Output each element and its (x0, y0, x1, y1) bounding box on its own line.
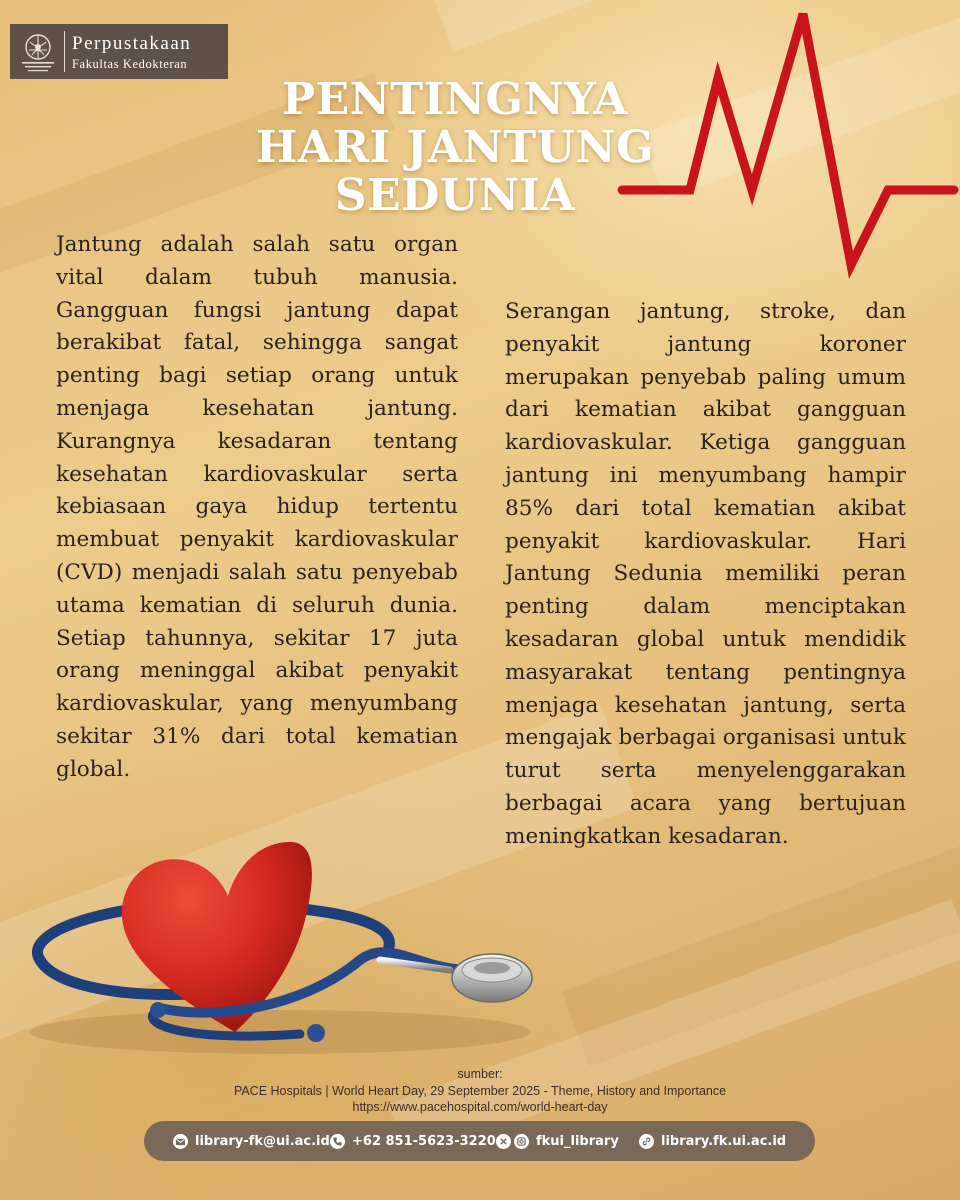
instagram-icon (514, 1134, 529, 1149)
link-icon (639, 1134, 654, 1149)
paragraph-right: Serangan jantung, stroke, dan penyakit jantung koroner merupakan penyebab paling umum dari kematian akibat gangguan kardiovaskular. Ketiga gangguan jantung ini menyumbang hampir 85% dari total kematian akibat penyakit kardiovaskular. Hari Jantung Sedunia memiliki peran penting dalam menciptakan kesadaran global untuk mendidik masyarakat tentang pentingnya menjaga kesehatan jantung, serta mengajak berbagai organisasi untuk turut serta menyelenggarakan berbagai acara yang bertujuan meningkatkan kesadaran. (505, 299, 906, 849)
website-text: library.fk.ui.ac.id (661, 1133, 787, 1149)
contact-email[interactable] (173, 1121, 330, 1161)
phone-icon (330, 1134, 345, 1149)
paragraph-left: Jantung adalah salah satu organ vital dalam tubuh manusia. Gangguan fungsi jantung dapat berakibat fatal, sehingga sangat penting bagi setiap orang untuk menjaga kesehatan jantung. Kurangnya kesadaran tentang kesehatan kardiovaskular serta kebiasaan gaya hidup tertentu membuat penyakit kardiovaskular (CVD) menjadi salah satu penyebab utama kematian di seluruh dunia. Setiap tahunnya, sekitar 17 juta orang meninggal akibat penyakit kardiovaskular, yang menyumbang sekitar 31% dari total kematian global. (56, 232, 458, 782)
logo-line-2: Fakultas Kedokteran (72, 57, 188, 71)
title-line-3: SEDUNIA (334, 170, 576, 221)
logo-line-1: Perpustakaan (72, 33, 192, 54)
social-text: fkui_library (536, 1133, 619, 1149)
source-citation (0, 1066, 960, 1116)
source-text: PACE Hospitals | World Heart Day, 29 September 2025 - Theme, History and Importance (233, 1083, 727, 1098)
email-text: library-fk@ui.ac.id (195, 1133, 330, 1149)
phone-text: +62 851-5623-3220 (352, 1133, 496, 1149)
page-title (225, 76, 685, 220)
heart-stethoscope-icon (0, 820, 560, 1060)
contact-website[interactable] (639, 1121, 786, 1161)
source-url[interactable]: https://www.pacehospital.com/world-heart-day (352, 1100, 608, 1115)
email-icon (173, 1134, 188, 1149)
contact-social[interactable] (496, 1121, 619, 1161)
contact-phone[interactable] (330, 1121, 496, 1161)
source-label: sumber: (457, 1067, 503, 1081)
contact-bar (144, 1121, 815, 1161)
x-logo-icon (496, 1134, 511, 1149)
title-line-2: HARI JANTUNG (255, 122, 655, 173)
title-line-1: PENTINGNYA (282, 74, 628, 125)
